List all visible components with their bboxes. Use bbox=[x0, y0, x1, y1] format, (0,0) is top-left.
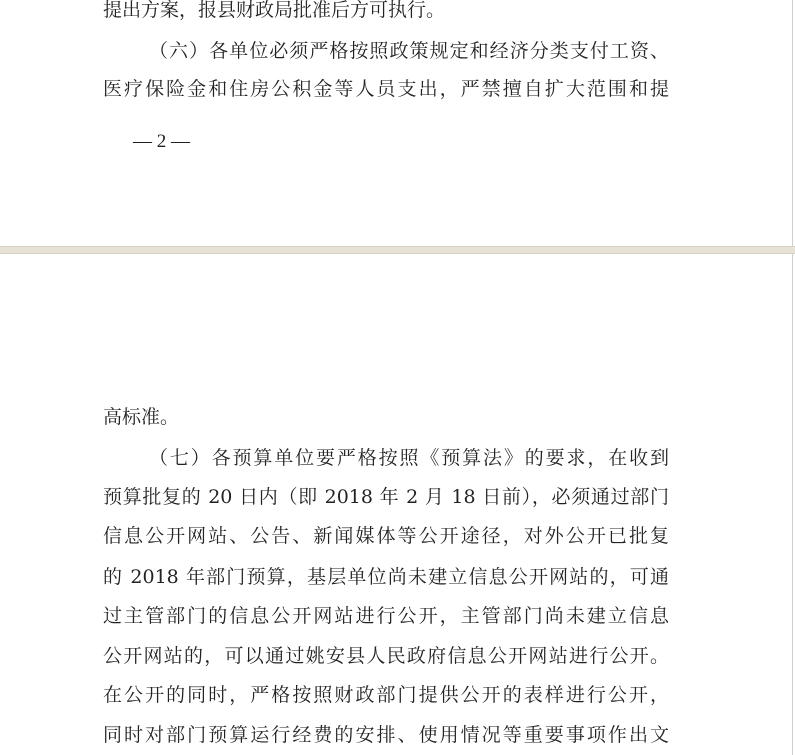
paragraph-line: 医疗保险金和住房公积金等人员支出，严禁擅自扩大范围和提 bbox=[103, 78, 669, 100]
paragraph-line: （七）各预算单位要严格按照《预算法》的要求，在收到 bbox=[149, 447, 669, 469]
document-page-2 bbox=[0, 0, 793, 246]
paragraph-line: 高标准。 bbox=[103, 406, 180, 428]
document-page-3 bbox=[0, 254, 793, 755]
paragraph-line: 的 2018 年部门预算，基层单位尚未建立信息公开网站的，可通 bbox=[103, 566, 669, 588]
paragraph-line: 预算批复的 20 日内（即 2018 年 2 月 18 日前），必须通过部门 bbox=[103, 486, 669, 508]
paragraph-line: （六）各单位必须严格按照政策规定和经济分类支付工资、 bbox=[149, 40, 669, 62]
page-separator bbox=[0, 246, 795, 254]
paragraph-line: 信息公开网站、公告、新闻媒体等公开途径，对外公开已批复 bbox=[103, 525, 669, 547]
paragraph-line: 公开网站的，可以通过姚安县人民政府信息公开网站进行公开。 bbox=[103, 645, 669, 667]
paragraph-line: 提出方案，报县财政局批准后方可执行。 bbox=[103, 0, 446, 21]
page-number: — 2 — bbox=[133, 131, 190, 152]
paragraph-line: 在公开的同时，严格按照财政部门提供公开的表样进行公开， bbox=[103, 684, 669, 706]
paragraph-line: 过主管部门的信息公开网站进行公开，主管部门尚未建立信息 bbox=[103, 605, 669, 627]
paragraph-line: 同时对部门预算运行经费的安排、使用情况等重要事项作出文 bbox=[103, 724, 669, 746]
